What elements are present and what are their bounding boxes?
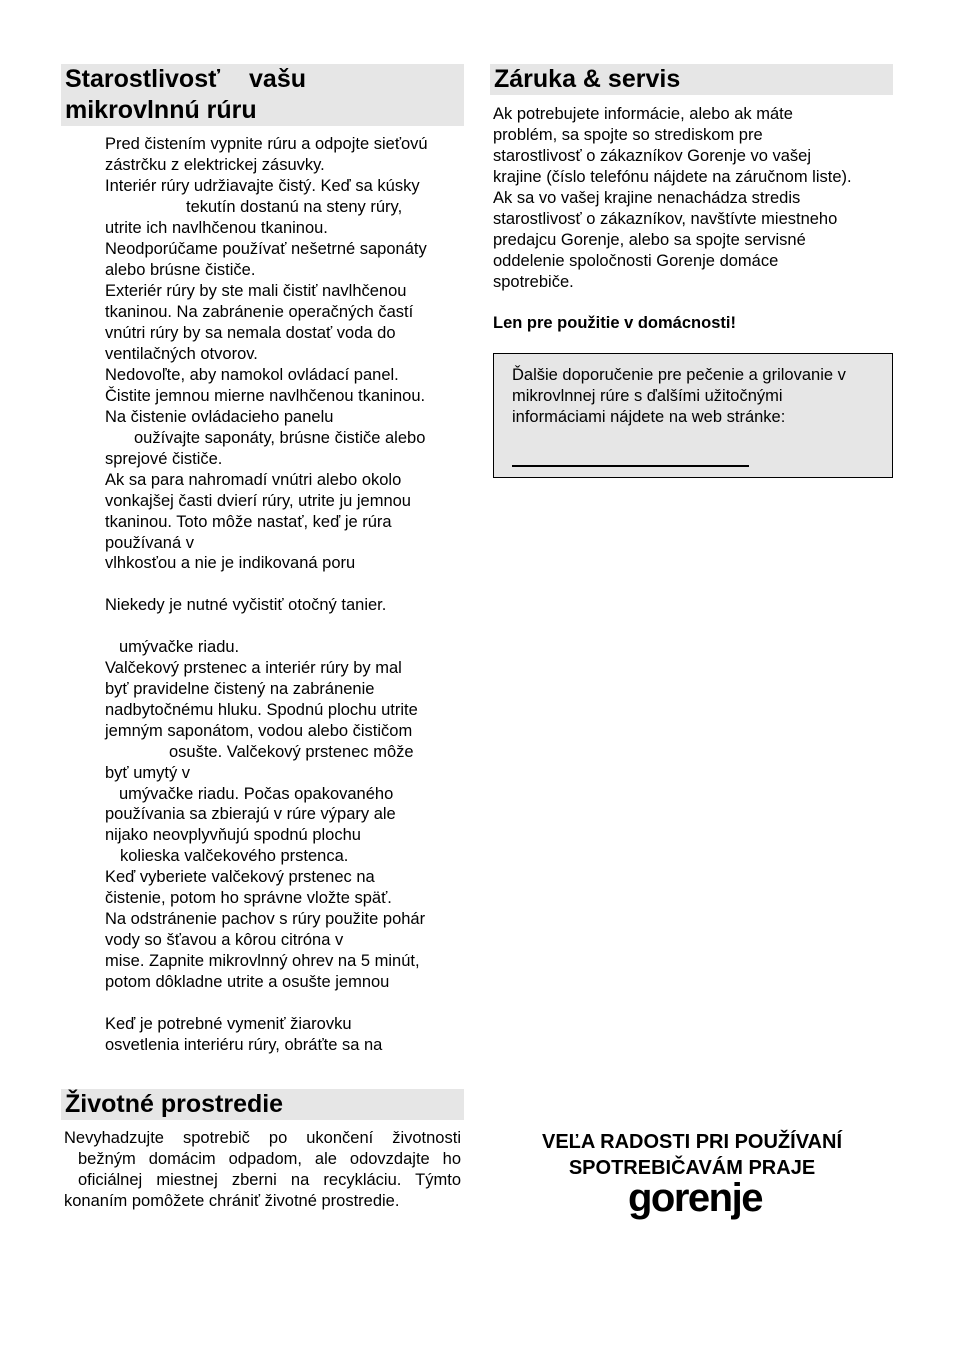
warranty-heading: Záruka & servis <box>490 64 893 95</box>
note-line: mikrovlnnej rúre s ďalšími užitočnými <box>512 387 783 405</box>
environment-line: oficiálnej miestnej zberni na recykláciu. Týmto <box>78 1171 461 1189</box>
care-line: vlhkosťou a nie je indikovaná poru <box>105 554 356 572</box>
care-line: Keď je potrebné vymeniť žiarovku <box>105 1015 352 1033</box>
environment-line: konaním pomôžete chrániť životné prostredie. <box>64 1192 400 1210</box>
environment-line: bežným domácim odpadom, ale odovzdajte ho <box>78 1150 461 1168</box>
warranty-line: starostlivosť o zákazníkov Gorenje vo vašej <box>493 147 811 165</box>
care-line: byť umytý v <box>105 764 191 782</box>
care-line: kolieska valčekového prstenca. <box>120 847 349 865</box>
warranty-line: starostlivosť o zákazníkov, navštívte miestneho <box>493 210 838 228</box>
care-heading-line-2: mikrovlnnú rúru <box>65 96 257 124</box>
care-line: sprejové čističe. <box>105 450 223 468</box>
warranty-line: spotrebiče. <box>493 273 574 291</box>
warranty-line: krajine (číslo telefónu nájdete na záručnom liste). <box>493 168 852 186</box>
care-line: umývačke riadu. <box>119 638 240 656</box>
care-line: Pred čistením vypnite rúru a odpojte sieťovú <box>105 135 428 153</box>
care-line: tekutín dostanú na steny rúry, <box>186 198 403 216</box>
care-line: tkaninou. Toto môže nastať, keď je rúra <box>105 513 392 531</box>
care-heading-line-1: Starostlivosť vašu <box>65 65 307 93</box>
care-line: čistenie, potom ho správne vložte späť. <box>105 889 392 907</box>
care-line: vonkajšej časti dvierí rúry, utrite ju jemnou <box>105 492 411 510</box>
care-line: potom dôkladne utrite a osušte jemnou <box>105 973 390 991</box>
care-line: Niekedy je nutné vyčistiť otočný tanier. <box>105 596 387 614</box>
care-heading <box>61 64 464 126</box>
web-address-blank-line <box>512 465 749 467</box>
gorenje-logo: gorenje <box>628 1176 762 1220</box>
care-line: Na odstránenie pachov s rúry použite pohár <box>105 910 426 928</box>
care-line: Na čistenie ovládacieho panelu <box>105 408 334 426</box>
environment-line: Nevyhadzujte spotrebič po ukončení životnosti <box>64 1129 461 1147</box>
warranty-line: Ak sa vo vašej krajine nenachádza stredis <box>493 189 801 207</box>
warranty-line: predajcu Gorenje, alebo sa spojte servisné <box>493 231 806 249</box>
care-line: Valčekový prstenec a interiér rúry by mal <box>105 659 402 677</box>
care-line: Nedovoľte, aby namokol ovládací panel. <box>105 366 399 384</box>
care-line: Neodporúčame používať nešetrné saponáty <box>105 240 427 258</box>
care-line: zástrčku z elektrickej zásuvky. <box>105 156 325 174</box>
care-line: tkaninou. Na zabránenie operačných častí <box>105 303 414 321</box>
care-line: osvetlenia interiéru rúry, obráťte sa na <box>105 1036 383 1054</box>
care-line: ventilačných otvorov. <box>105 345 258 363</box>
care-line: vnútri rúry by sa nemala dostať voda do <box>105 324 396 342</box>
closing-line-1: VEĽA RADOSTI PRI POUŽÍVANÍ <box>541 1131 843 1153</box>
care-line: alebo brúsne čističe. <box>105 261 256 279</box>
care-line: používania sa zbierajú v rúre výpary ale <box>105 805 396 823</box>
care-line: Čistite jemnou mierne navlhčenou tkaninou. <box>105 387 426 405</box>
care-line: byť pravidelne čistený na zabránenie <box>105 680 375 698</box>
environment-heading: Životné prostredie <box>61 1089 464 1120</box>
warranty-line: Ak potrebujete informácie, alebo ak máte <box>493 105 793 123</box>
care-line: Ak sa para nahromadí vnútri alebo okolo <box>105 471 402 489</box>
care-line: Keď vyberiete valčekový prstenec na <box>105 868 375 886</box>
care-line: utrite ich navlhčenou tkaninou. <box>105 219 328 237</box>
closing-line-2: SPOTREBIČAVÁM PRAJE <box>568 1157 816 1179</box>
warranty-line: oddelenie spoločnosti Gorenje domáce <box>493 252 779 270</box>
care-line: umývačke riadu. Počas opakovaného <box>119 785 394 803</box>
care-line: nijako neovplyvňujú spodnú plochu <box>105 826 361 844</box>
care-line: osušte. Valčekový prstenec môže <box>169 743 414 761</box>
care-line: Exteriér rúry by ste mali čistiť navlhčenou <box>105 282 407 300</box>
care-line: nadbytočnému hluku. Spodnú plochu utrite <box>105 701 418 719</box>
household-only-note: Len pre použitie v domácnosti! <box>493 314 736 332</box>
care-line: mise. Zapnite mikrovlnný ohrev na 5 minút, <box>105 952 420 970</box>
care-line: jemným saponátom, vodou alebo čističom <box>105 722 413 740</box>
note-line: Ďalšie doporučenie pre pečenie a grilovanie v <box>512 366 846 384</box>
care-line: používaná v <box>105 534 194 552</box>
note-line: informáciami nájdete na web stránke: <box>512 408 786 426</box>
warranty-line: problém, sa spojte so strediskom pre <box>493 126 763 144</box>
care-line: Interiér rúry udržiavajte čistý. Keď sa kúsky <box>105 177 420 195</box>
care-line: oužívajte saponáty, brúsne čističe alebo <box>134 429 426 447</box>
care-line: vody so šťavou a kôrou citróna v <box>105 931 344 949</box>
